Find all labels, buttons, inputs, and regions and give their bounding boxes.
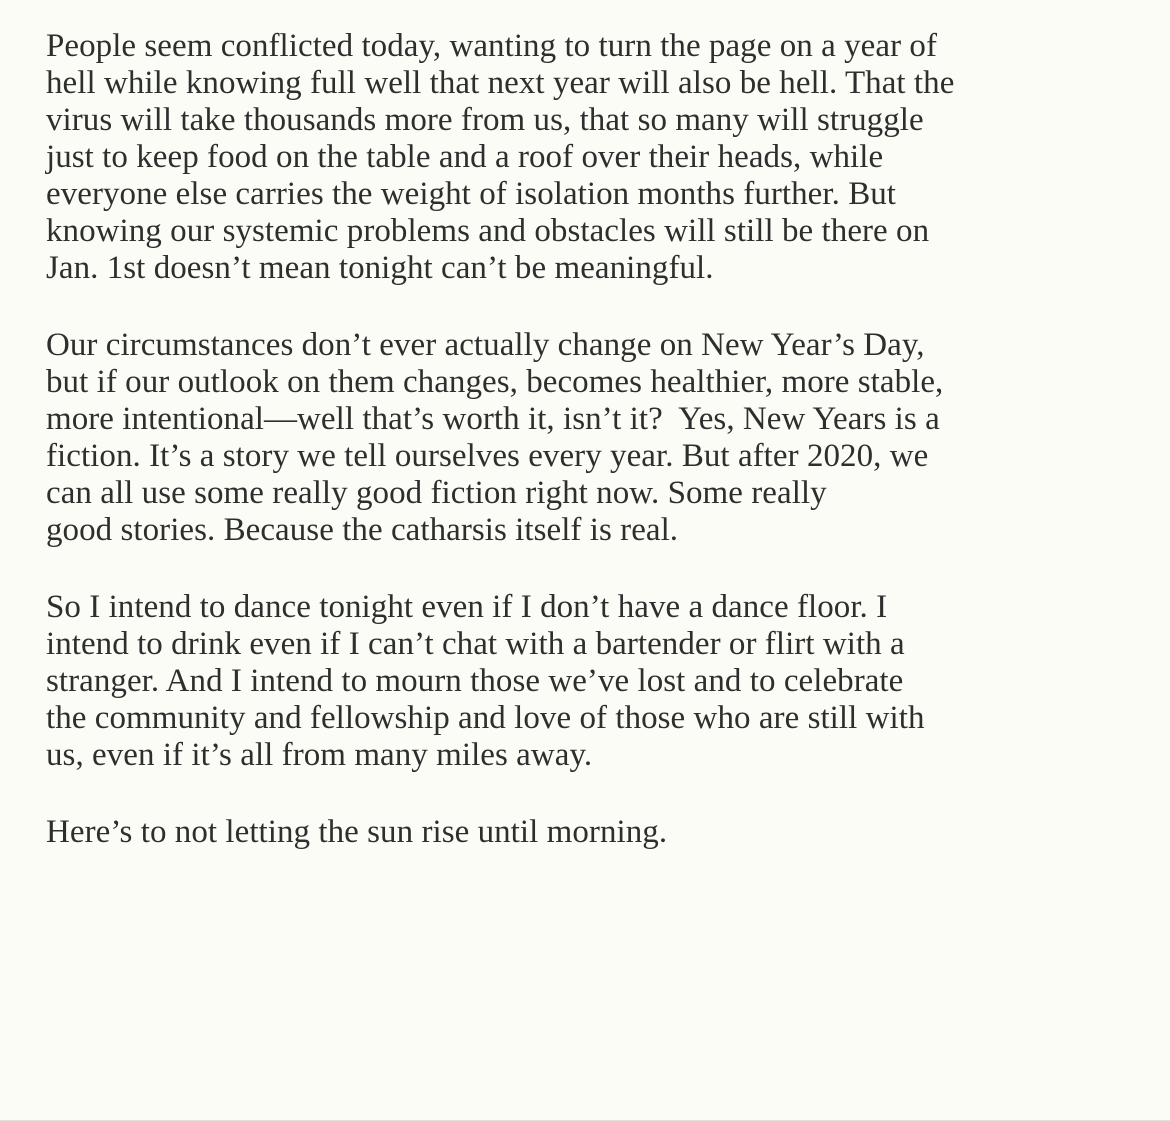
text-line: knowing our systemic problems and obstacles will still be there on	[46, 213, 930, 249]
text-line: can all use some really good fiction right now. Some really	[46, 475, 827, 511]
paragraph-3	[46, 589, 1156, 774]
text-line: People seem conflicted today, wanting to turn the page on a year of	[46, 28, 937, 64]
text-line: just to keep food on the table and a roof over their heads, while	[46, 139, 884, 175]
text-line: good stories. Because the catharsis itself is real.	[46, 512, 679, 548]
text-line: stranger. And I intend to mourn those we’ve lost and to celebrate	[46, 663, 904, 699]
text-line: fiction. It’s a story we tell ourselves every year. But after 2020, we	[46, 438, 929, 474]
text-line: everyone else carries the weight of isolation months further. But	[46, 176, 897, 212]
document-text	[46, 28, 1156, 891]
text-line: the community and fellowship and love of those who are still with	[46, 700, 925, 736]
text-line: intend to drink even if I can’t chat with a bartender or flirt with a	[46, 626, 905, 662]
text-line: virus will take thousands more from us, that so many will struggle	[46, 102, 924, 138]
text-line: Our circumstances don’t ever actually change on New Year’s Day,	[46, 327, 925, 363]
text-line: So I intend to dance tonight even if I don’t have a dance floor. I	[46, 589, 888, 625]
text-line: more intentional—well that’s worth it, isn’t it? Yes, New Years is a	[46, 401, 940, 437]
paragraph-1	[46, 28, 1156, 287]
paragraph-4	[46, 814, 1156, 851]
text-line: Here’s to not letting the sun rise until morning.	[46, 814, 668, 850]
text-line: us, even if it’s all from many miles away.	[46, 737, 593, 773]
text-line: but if our outlook on them changes, becomes healthier, more stable,	[46, 364, 944, 400]
text-line: hell while knowing full well that next year will also be hell. That the	[46, 65, 955, 101]
paragraph-2	[46, 327, 1156, 549]
text-line: Jan. 1st doesn’t mean tonight can’t be meaningful.	[46, 250, 714, 286]
